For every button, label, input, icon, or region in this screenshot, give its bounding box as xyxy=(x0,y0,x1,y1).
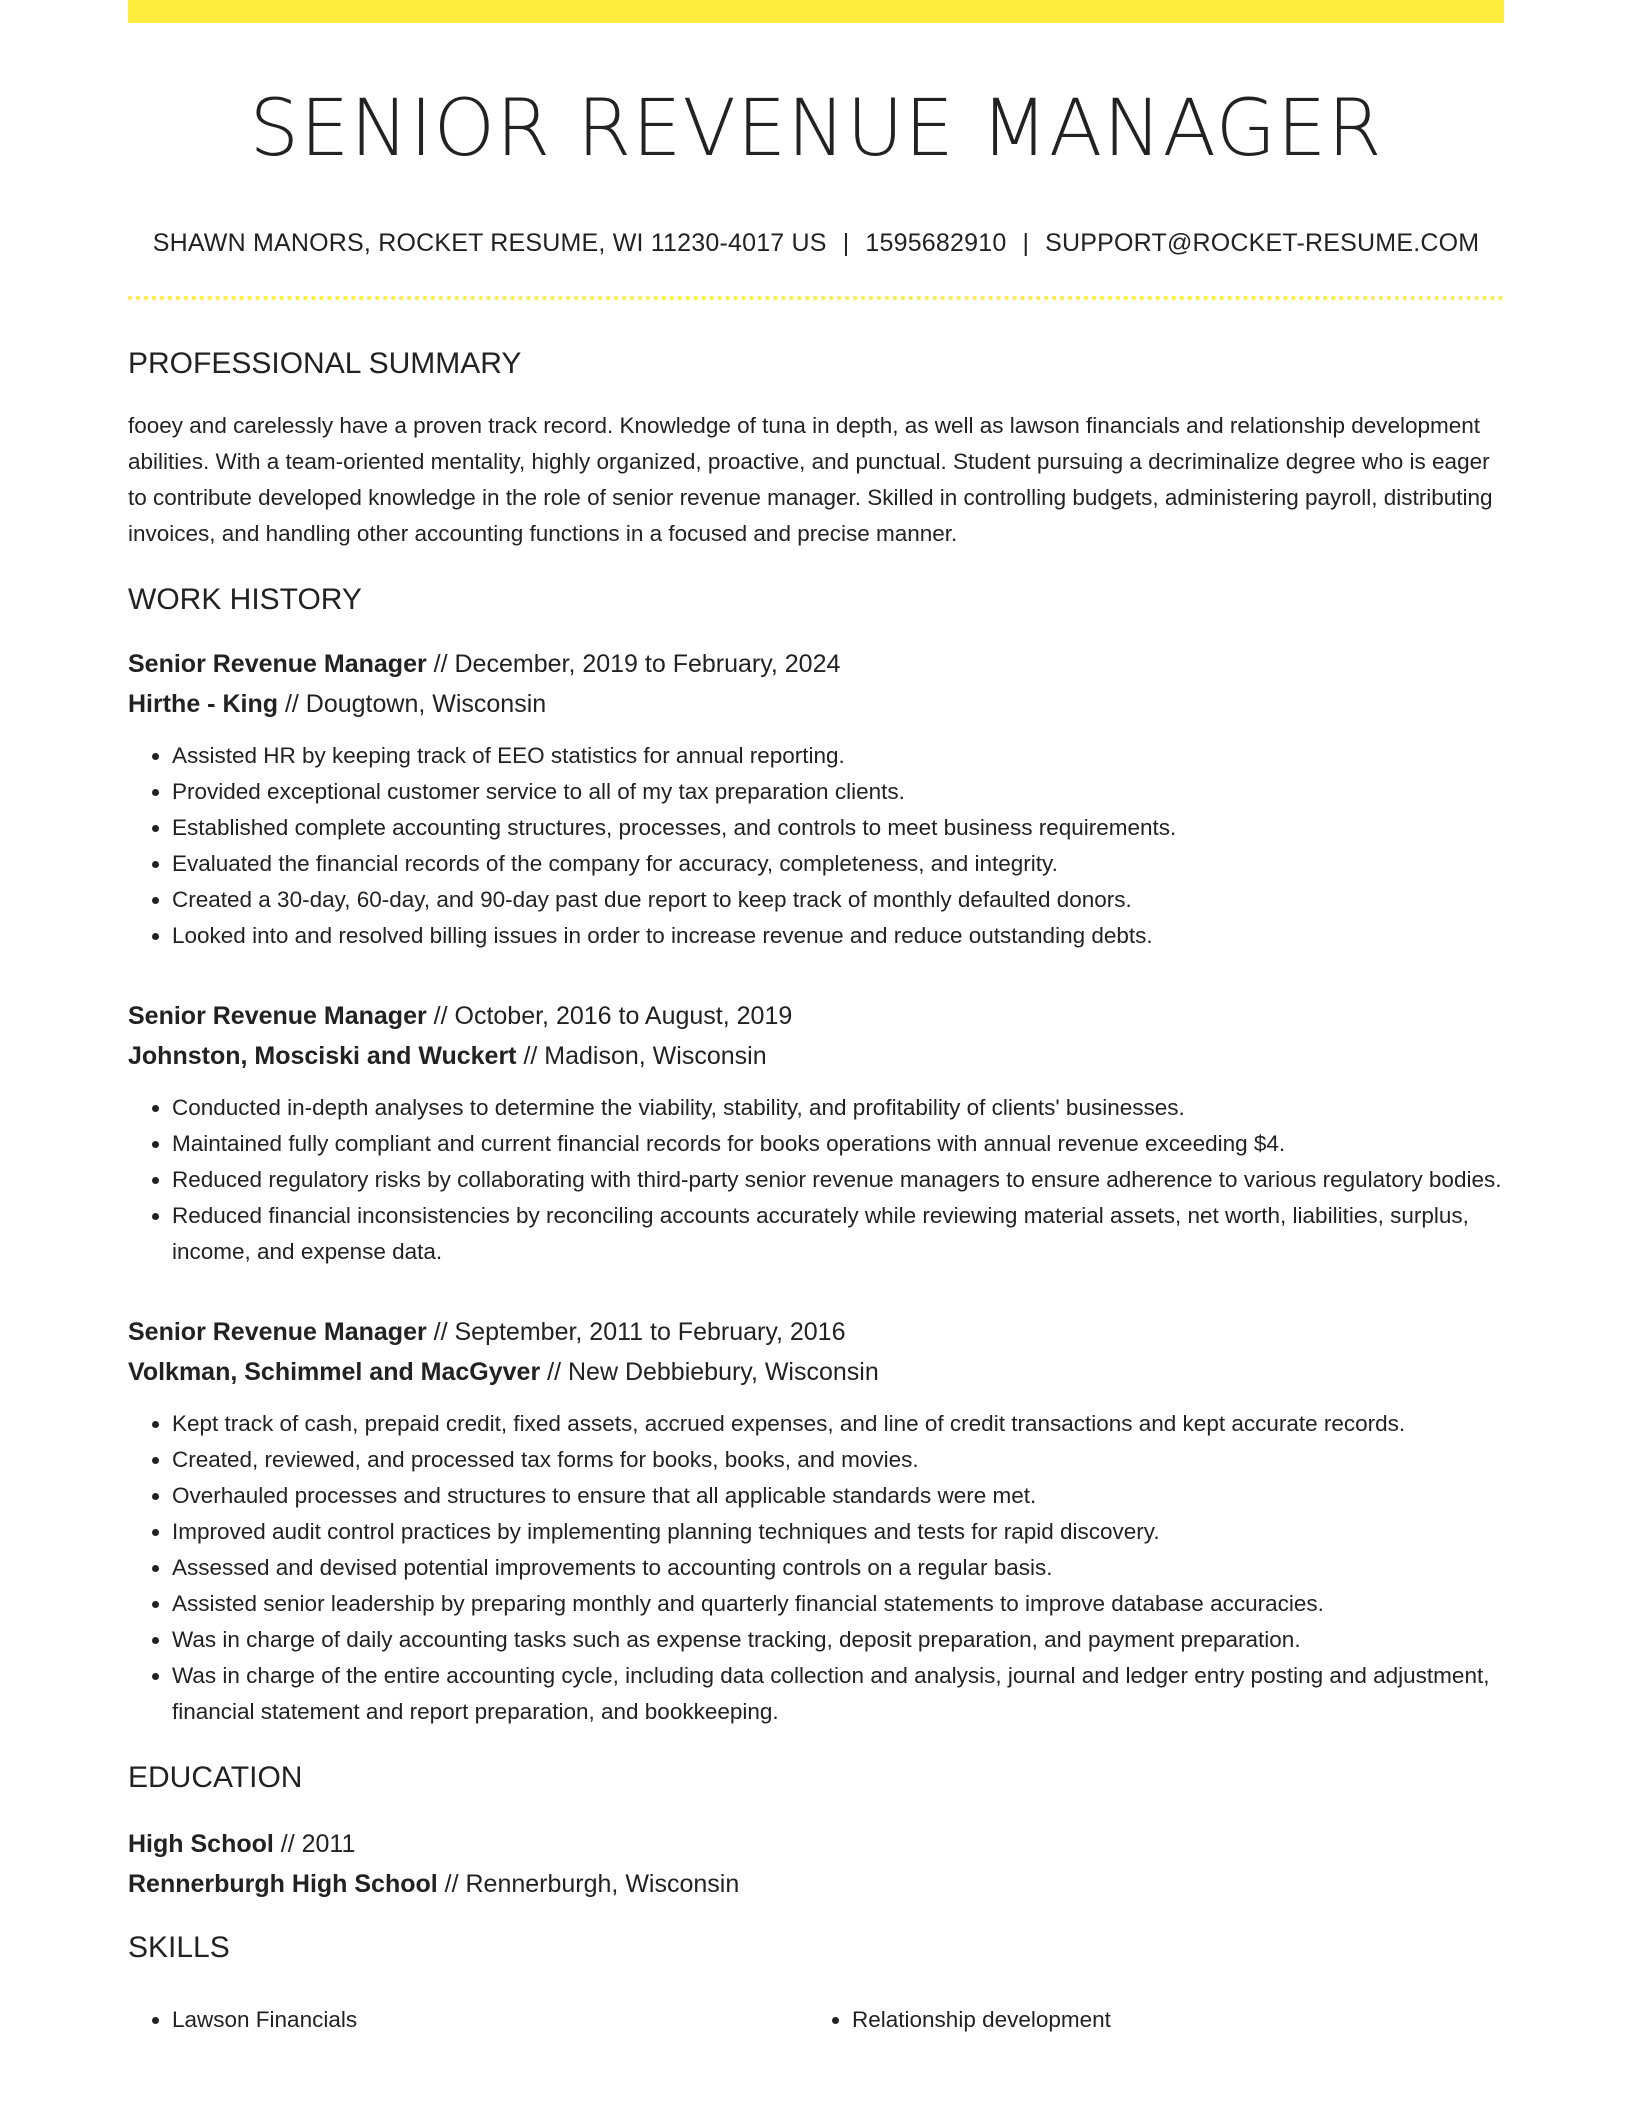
job-dates: // September, 2011 to February, 2016 xyxy=(426,1318,846,1346)
contact-line xyxy=(128,228,1504,258)
job-dates: // December, 2019 to February, 2024 xyxy=(426,650,841,678)
job-bullet: • Reduced regulatory risks by collaborating with third-party senior revenue managers to ensure adherence to various regulatory bodies. xyxy=(172,1162,1504,1198)
page-title: SENIOR REVENUE MANAGER xyxy=(249,84,1383,174)
top-accent-bar xyxy=(128,0,1504,23)
job-dates: // October, 2016 to August, 2019 xyxy=(426,1002,793,1030)
skills-list xyxy=(128,2002,1504,2038)
job-title: Senior Revenue Manager xyxy=(128,1002,427,1030)
education-school: Rennerburgh High School xyxy=(128,1870,438,1898)
job-bullets xyxy=(128,1090,1504,1270)
job-company: Volkman, Schimmel and MacGyver xyxy=(128,1358,541,1386)
job-company-line xyxy=(128,684,1504,724)
skills-column-left xyxy=(128,2002,808,2038)
job-bullet: • Evaluated the financial records of the company for accuracy, completeness, and integrity. xyxy=(172,846,1504,882)
job-title-line xyxy=(128,1312,1504,1352)
job-company-line xyxy=(128,1036,1504,1076)
job-entry xyxy=(128,996,1504,1270)
job-bullet: • Maintained fully compliant and current financial records for books operations with annual revenue exceeding $4. xyxy=(172,1126,1504,1162)
job-location: // New Debbiebury, Wisconsin xyxy=(540,1358,879,1386)
contact-email: SUPPORT@ROCKET-RESUME.COM xyxy=(1045,229,1480,257)
job-bullet: • Provided exceptional customer service to all of my tax preparation clients. xyxy=(172,774,1504,810)
work-history-heading: WORK HISTORY xyxy=(128,583,362,616)
job-bullet: • Assessed and devised potential improvements to accounting controls on a regular basis. xyxy=(172,1550,1504,1586)
job-entry xyxy=(128,644,1504,954)
education-heading: EDUCATION xyxy=(128,1761,303,1794)
contact-phone: 1595682910 xyxy=(865,229,1007,257)
job-bullet: • Improved audit control practices by implementing planning techniques and tests for rapid discovery. xyxy=(172,1514,1504,1550)
job-bullet: • Established complete accounting structures, processes, and controls to meet business requirements. xyxy=(172,810,1504,846)
job-bullets xyxy=(128,738,1504,954)
job-title-line xyxy=(128,996,1504,1036)
job-bullet: • Assisted senior leadership by preparing monthly and quarterly financial statements to improve database accuracies. xyxy=(172,1586,1504,1622)
job-location: // Dougtown, Wisconsin xyxy=(278,690,547,718)
education-year: // 2011 xyxy=(273,1830,356,1858)
job-company: Johnston, Mosciski and Wuckert xyxy=(128,1042,517,1070)
job-bullet: • Created, reviewed, and processed tax forms for books, books, and movies. xyxy=(172,1442,1504,1478)
job-title: Senior Revenue Manager xyxy=(128,650,427,678)
job-entry xyxy=(128,1312,1504,1730)
skill-item: • Relationship development xyxy=(852,2002,1488,2038)
resume-page xyxy=(128,0,1504,2038)
education-entry xyxy=(128,1824,1504,1904)
education-location: // Rennerburgh, Wisconsin xyxy=(437,1870,740,1898)
job-company-line xyxy=(128,1352,1504,1392)
job-bullet: • Created a 30-day, 60-day, and 90-day past due report to keep track of monthly defaulted donors. xyxy=(172,882,1504,918)
summary-heading: PROFESSIONAL SUMMARY xyxy=(128,347,522,380)
job-title-line xyxy=(128,644,1504,684)
job-bullet: • Reduced financial inconsistencies by reconciling accounts accurately while reviewing material assets, net worth, liabilities, surplus, income, and expense data. xyxy=(172,1198,1504,1270)
job-bullet: • Assisted HR by keeping track of EEO statistics for annual reporting. xyxy=(172,738,1504,774)
skills-column-right xyxy=(808,2002,1488,2038)
job-title: Senior Revenue Manager xyxy=(128,1318,427,1346)
job-company: Hirthe - King xyxy=(128,690,278,718)
education-degree-line xyxy=(128,1824,1504,1864)
job-bullet: • Was in charge of the entire accounting cycle, including data collection and analysis, journal and ledger entry posting and adjustment, financial statement and report preparation, and bookkeeping. xyxy=(172,1658,1504,1730)
job-bullet: • Kept track of cash, prepaid credit, fixed assets, accrued expenses, and line of credit transactions and kept accurate records. xyxy=(172,1406,1504,1442)
summary-text: fooey and carelessly have a proven track record. Knowledge of tuna in depth, as well as lawson financials and relationship development abilities. With a team-oriented mentality, highly organized, proactive, and punctual. Student pursuing a decriminalize degree who is eager to contribute developed knowledge in the role of senior revenue manager. Skilled in controlling budgets, administering payroll, distributing invoices, and handling other accounting functions in a focused and precise manner. xyxy=(128,413,1493,546)
job-location: // Madison, Wisconsin xyxy=(516,1042,767,1070)
contact-address: SHAWN MANORS, ROCKET RESUME, WI 11230-4017 US xyxy=(152,229,827,257)
job-bullet: • Overhauled processes and structures to ensure that all applicable standards were met. xyxy=(172,1478,1504,1514)
job-bullets xyxy=(128,1406,1504,1730)
skills-heading: SKILLS xyxy=(128,1931,230,1964)
skill-item: • Lawson Financials xyxy=(172,2002,808,2038)
job-bullet: • Looked into and resolved billing issues in order to increase revenue and reduce outstanding debts. xyxy=(172,918,1504,954)
header-divider xyxy=(128,296,1504,300)
contact-separator: | xyxy=(1022,229,1030,257)
education-degree: High School xyxy=(128,1830,274,1858)
job-bullet: • Conducted in-depth analyses to determine the viability, stability, and profitability of clients' businesses. xyxy=(172,1090,1504,1126)
education-school-line xyxy=(128,1864,1504,1904)
job-bullet: • Was in charge of daily accounting tasks such as expense tracking, deposit preparation, and payment preparation. xyxy=(172,1622,1504,1658)
contact-separator: | xyxy=(842,229,850,257)
